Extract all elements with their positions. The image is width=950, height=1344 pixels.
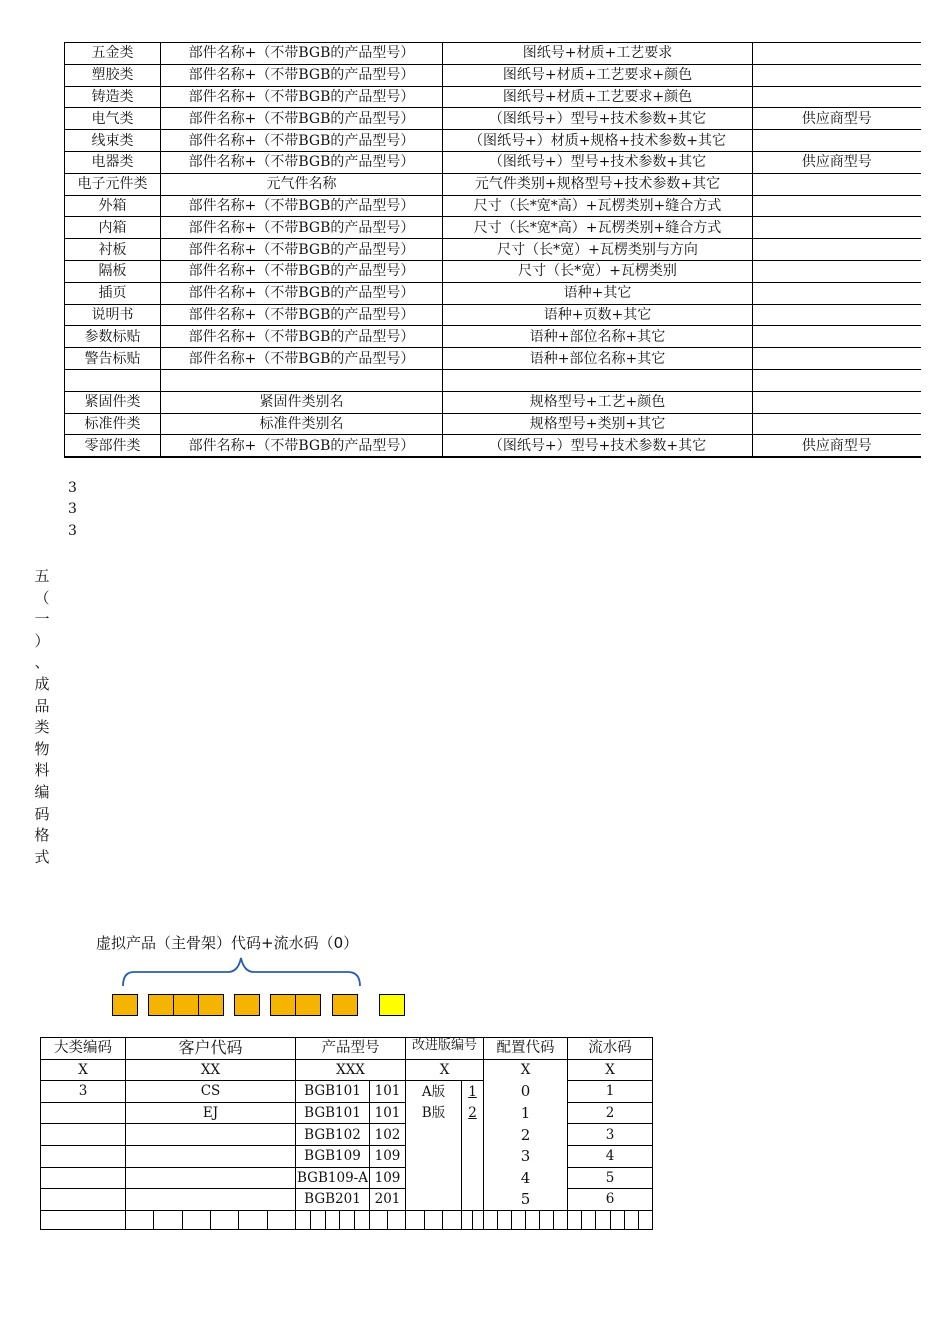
cell-serial: 1 [568,1081,653,1103]
cell-category [41,1167,126,1189]
supplier-cell [753,217,921,239]
heading-char: 类 [34,718,50,737]
supplier-cell [753,326,921,348]
cell-category: 3 [41,1081,126,1103]
category-cell: 插页 [65,282,161,304]
supplier-cell [753,43,921,65]
supplier-cell [753,173,921,195]
heading-char: （ [34,588,50,607]
heading-char: 编 [34,782,50,801]
spec-cell: 语种+其它 [443,282,753,304]
cell-rev: B版 [406,1102,462,1124]
table-row [65,151,921,173]
product-code-format-table [40,1037,653,1230]
name-cell: 部件名称+（不带BGB的产品型号） [161,43,443,65]
table-row [41,1102,653,1124]
table-row [65,195,921,217]
heading-char: 一 [34,610,50,629]
table-row [65,391,921,413]
pattern-customer: XX [126,1059,296,1081]
name-cell: 部件名称+（不带BGB的产品型号） [161,348,443,370]
cell-serial: 3 [568,1124,653,1146]
heading-char: 物 [34,739,50,758]
table-row [65,64,921,86]
cell-customer [126,1189,296,1211]
name-cell: 部件名称+（不带BGB的产品型号） [161,64,443,86]
material-category-table [64,42,921,458]
table-row [65,304,921,326]
pattern-config: X [484,1059,568,1081]
cell-rev [406,1167,462,1189]
code-box-customer-3 [198,994,224,1016]
table-row [65,435,921,457]
table-row [41,1081,653,1103]
name-cell: 部件名称+（不带BGB的产品型号） [161,282,443,304]
code-box-config [332,994,358,1016]
spec-cell: 规格型号+工艺+颜色 [443,391,753,413]
name-cell [161,369,443,391]
spec-cell: 尺寸（长*宽*高）+瓦楞类别+缝合方式 [443,195,753,217]
spec-cell: 图纸号+材质+工艺要求+颜色 [443,86,753,108]
supplier-cell [753,239,921,261]
spec-cell: 尺寸（长*宽）+瓦楞类别与方向 [443,239,753,261]
tick-cell [484,1210,568,1229]
heading-char: ） [34,631,50,650]
name-cell: 标准件类别名 [161,413,443,435]
table-row [65,108,921,130]
code-box-model [234,994,260,1016]
category-cell: 零部件类 [65,435,161,457]
pattern-revision: X [406,1059,484,1081]
cell-serial: 6 [568,1189,653,1211]
cell-rev-no [462,1189,484,1211]
table-row [65,239,921,261]
table-row [65,217,921,239]
category-cell: 外箱 [65,195,161,217]
category-cell: 塑胶类 [65,64,161,86]
spec-cell: 尺寸（长*宽）+瓦楞类别 [443,260,753,282]
cell-customer: CS [126,1081,296,1103]
cell-model: BGB109-A [296,1167,370,1189]
supplier-cell [753,348,921,370]
table-row [65,130,921,152]
cell-rev [406,1189,462,1211]
supplier-cell [753,369,921,391]
name-cell: 部件名称+（不带BGB的产品型号） [161,260,443,282]
code-box-revision-2 [295,994,321,1016]
category-cell: 五金类 [65,43,161,65]
spec-cell: 元气件类别+规格型号+技术参数+其它 [443,173,753,195]
tick-cell [462,1210,484,1229]
supplier-cell [753,391,921,413]
tick-cell [126,1210,296,1229]
number-label: 3 [68,523,77,539]
supplier-cell [753,260,921,282]
cell-code: 102 [370,1124,406,1146]
cell-config: 1 [484,1102,568,1124]
cell-customer [126,1167,296,1189]
category-cell: 线束类 [65,130,161,152]
virtual-product-label: 虚拟产品（主骨架）代码+流水码（0） [96,934,359,952]
cell-rev-no [462,1167,484,1189]
supplier-cell [753,195,921,217]
cell-category [41,1102,126,1124]
code-box-customer-2 [173,994,199,1016]
heading-char: 五 [34,567,50,585]
table-row [65,348,921,370]
supplier-cell [753,413,921,435]
tick-row [41,1210,653,1229]
section-heading-vertical [32,566,52,868]
table-row [65,260,921,282]
cell-rev-no [462,1145,484,1167]
tick-cell [41,1210,126,1229]
heading-char: 料 [34,761,50,780]
header-config: 配置代码 [484,1038,568,1060]
category-cell: 参数标贴 [65,326,161,348]
category-cell: 紧固件类 [65,391,161,413]
table-row [65,173,921,195]
cell-model: BGB101 [296,1081,370,1103]
name-cell: 部件名称+（不带BGB的产品型号） [161,86,443,108]
name-cell: 部件名称+（不带BGB的产品型号） [161,435,443,457]
cell-config: 3 [484,1145,568,1167]
header-serial: 流水码 [568,1038,653,1060]
header-model: 产品型号 [296,1038,406,1060]
cell-serial: 5 [568,1167,653,1189]
code-box-category [112,994,138,1016]
cell-rev: A版 [406,1081,462,1103]
spec-cell: （图纸号+）型号+技术参数+其它 [443,435,753,457]
table-row [65,326,921,348]
spec-cell: 图纸号+材质+工艺要求+颜色 [443,64,753,86]
table-row [41,1189,653,1211]
name-cell: 元气件名称 [161,173,443,195]
cell-code: 101 [370,1102,406,1124]
tick-cell [370,1210,406,1229]
name-cell: 部件名称+（不带BGB的产品型号） [161,326,443,348]
name-cell: 部件名称+（不带BGB的产品型号） [161,195,443,217]
cell-code: 109 [370,1167,406,1189]
category-cell: 电器类 [65,151,161,173]
heading-char: 式 [34,847,50,866]
table-row [65,369,921,391]
table-row [65,282,921,304]
cell-code: 109 [370,1145,406,1167]
heading-char: 、 [34,653,50,672]
category-cell [65,369,161,391]
heading-char: 成 [34,674,50,693]
cell-config: 0 [484,1081,568,1103]
table-row [65,43,921,65]
cell-model: BGB101 [296,1102,370,1124]
category-cell: 电子元件类 [65,173,161,195]
heading-char: 格 [34,826,50,845]
cell-code: 201 [370,1189,406,1211]
tick-cell [406,1210,462,1229]
category-cell: 说明书 [65,304,161,326]
cell-customer [126,1124,296,1146]
number-label: 3 [68,480,77,496]
cell-rev [406,1124,462,1146]
cell-category [41,1189,126,1211]
cell-config: 5 [484,1189,568,1211]
spec-cell: 尺寸（长*宽*高）+瓦楞类别+缝合方式 [443,217,753,239]
spec-cell: 语种+页数+其它 [443,304,753,326]
spec-cell: 语种+部位名称+其它 [443,326,753,348]
cell-rev-no: 2 [462,1102,484,1124]
spec-cell: 规格型号+类别+其它 [443,413,753,435]
supplier-cell [753,86,921,108]
cell-model: BGB109 [296,1145,370,1167]
category-cell: 电气类 [65,108,161,130]
cell-code: 101 [370,1081,406,1103]
cell-customer: EJ [126,1102,296,1124]
heading-char: 品 [34,696,50,715]
spec-cell: （图纸号+）型号+技术参数+其它 [443,151,753,173]
supplier-cell: 供应商型号 [753,108,921,130]
category-cell: 警告标贴 [65,348,161,370]
supplier-cell [753,304,921,326]
name-cell: 部件名称+（不带BGB的产品型号） [161,108,443,130]
name-cell: 部件名称+（不带BGB的产品型号） [161,304,443,326]
table-row [65,86,921,108]
name-cell: 部件名称+（不带BGB的产品型号） [161,217,443,239]
table-row [65,413,921,435]
code-box-serial [379,994,405,1016]
heading-char: 码 [34,804,50,823]
cell-config: 2 [484,1124,568,1146]
category-cell: 标准件类 [65,413,161,435]
tick-cell [296,1210,370,1229]
supplier-cell [753,64,921,86]
tick-cell [568,1210,653,1229]
spec-cell: （图纸号+）材质+规格+技术参数+其它 [443,130,753,152]
category-cell: 隔板 [65,260,161,282]
code-box-customer-1 [148,994,174,1016]
pattern-serial: X [568,1059,653,1081]
code-box-revision-1 [270,994,296,1016]
cell-config: 4 [484,1167,568,1189]
cell-model: BGB102 [296,1124,370,1146]
pattern-model: XXX [296,1059,406,1081]
cell-rev-no: 1 [462,1081,484,1103]
name-cell: 紧固件类别名 [161,391,443,413]
supplier-cell: 供应商型号 [753,151,921,173]
pattern-category: X [41,1059,126,1081]
table-row [41,1124,653,1146]
cell-customer [126,1145,296,1167]
spec-cell: （图纸号+）型号+技术参数+其它 [443,108,753,130]
spec-cell: 图纸号+材质+工艺要求 [443,43,753,65]
supplier-cell: 供应商型号 [753,435,921,457]
header-customer: 客户代码 [126,1038,296,1060]
curly-brace-icon [120,952,370,990]
number-label: 3 [68,501,77,517]
supplier-cell [753,282,921,304]
header-category: 大类编码 [41,1038,126,1060]
cell-rev [406,1145,462,1167]
cell-category [41,1145,126,1167]
category-cell: 铸造类 [65,86,161,108]
spec-cell [443,369,753,391]
category-cell: 内箱 [65,217,161,239]
header-revision: 改进版编号 [406,1038,484,1060]
name-cell: 部件名称+（不带BGB的产品型号） [161,151,443,173]
cell-category [41,1124,126,1146]
supplier-cell [753,130,921,152]
cell-serial: 4 [568,1145,653,1167]
name-cell: 部件名称+（不带BGB的产品型号） [161,239,443,261]
category-cell: 衬板 [65,239,161,261]
table-row [41,1167,653,1189]
cell-rev-no [462,1124,484,1146]
cell-serial: 2 [568,1102,653,1124]
cell-model: BGB201 [296,1189,370,1211]
table-row [41,1145,653,1167]
name-cell: 部件名称+（不带BGB的产品型号） [161,130,443,152]
spec-cell: 语种+部位名称+其它 [443,348,753,370]
